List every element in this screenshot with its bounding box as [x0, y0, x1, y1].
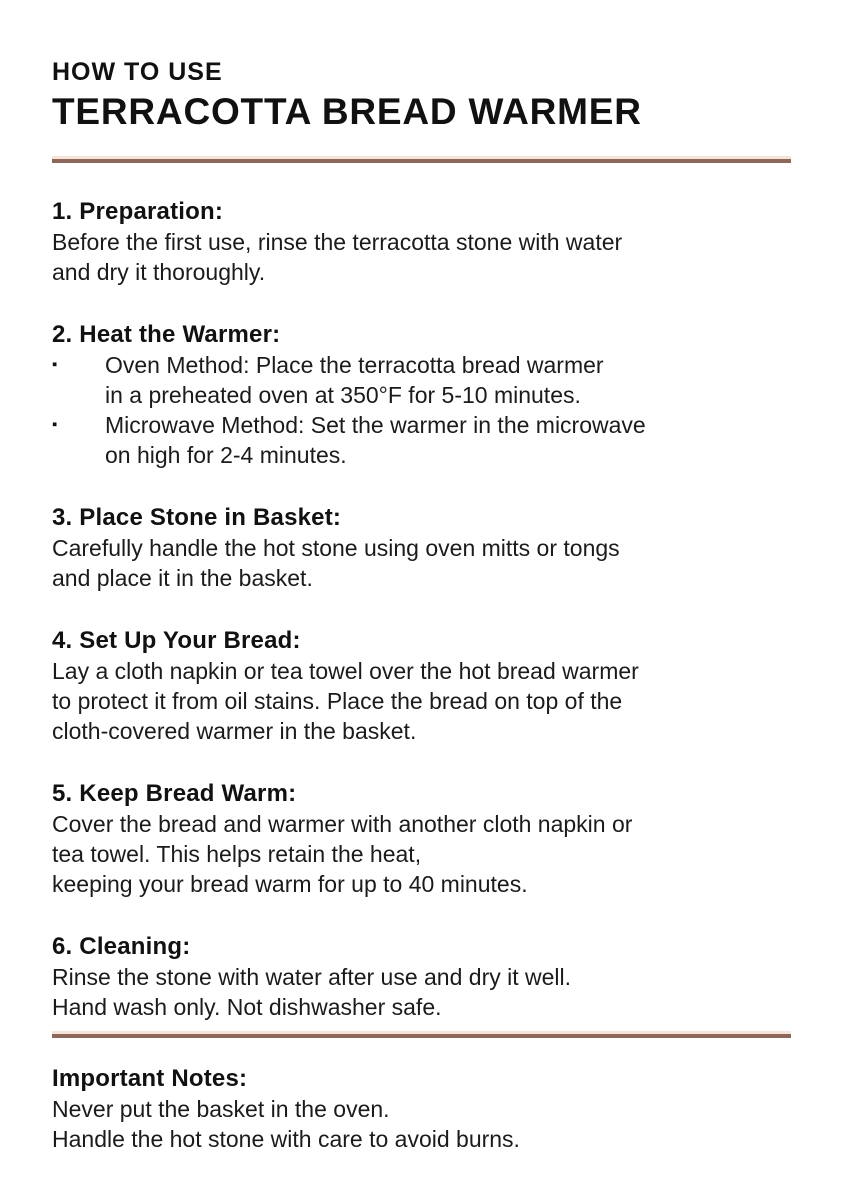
- body-line: cloth-covered warmer in the basket.: [52, 718, 417, 744]
- section-place-stone-in-basket: [52, 503, 791, 593]
- square-bullet-icon: ▪: [52, 356, 58, 373]
- body-line: in a preheated oven at 350°F for 5-10 minutes.: [105, 382, 581, 408]
- section-heading: 4. Set Up Your Bread:: [52, 627, 301, 654]
- section-heading: 5. Keep Bread Warm:: [52, 780, 297, 807]
- body-line: tea towel. This helps retain the heat,: [52, 841, 422, 867]
- section-heading: 6. Cleaning:: [52, 933, 191, 960]
- body-line: keeping your bread warm for up to 40 minutes.: [52, 871, 528, 897]
- divider-bottom: [52, 1034, 791, 1038]
- body-line: Rinse the stone with water after use and dry it well.: [52, 964, 572, 990]
- section-important-notes: [52, 1064, 791, 1154]
- body-line: Cover the bread and warmer with another cloth napkin or: [52, 811, 633, 837]
- body-line: Never put the basket in the oven.: [52, 1096, 390, 1122]
- body-line: and dry it thoroughly.: [52, 259, 266, 285]
- bullet-item-microwave-method: [52, 410, 791, 470]
- body-line: Handle the hot stone with care to avoid burns.: [52, 1126, 520, 1152]
- body-line: Microwave Method: Set the warmer in the microwave: [105, 412, 646, 438]
- section-heading: 3. Place Stone in Basket:: [52, 504, 342, 531]
- section-heat-the-warmer: [52, 320, 791, 470]
- body-line: Lay a cloth napkin or tea towel over the hot bread warmer: [52, 658, 639, 684]
- eyebrow-heading: HOW TO USE: [52, 58, 223, 86]
- bullet-text: [105, 350, 791, 410]
- bullet-item-oven-method: [52, 350, 791, 410]
- section-heading: 2. Heat the Warmer:: [52, 321, 281, 348]
- square-bullet-icon: ▪: [52, 416, 58, 433]
- body-line: on high for 2-4 minutes.: [105, 442, 347, 468]
- body-line: Hand wash only. Not dishwasher safe.: [52, 994, 442, 1020]
- section-cleaning: [52, 932, 791, 1022]
- bullet-text: [105, 410, 791, 470]
- divider-top: [52, 159, 791, 163]
- section-heading: 1. Preparation:: [52, 198, 224, 225]
- instruction-sections: [52, 197, 791, 1022]
- section-keep-bread-warm: [52, 779, 791, 899]
- body-line: Before the first use, rinse the terracotta stone with water: [52, 229, 623, 255]
- body-line: and place it in the basket.: [52, 565, 313, 591]
- notes-heading: Important Notes:: [52, 1065, 248, 1092]
- page-title: TERRACOTTA BREAD WARMER: [52, 91, 642, 132]
- section-set-up-your-bread: [52, 626, 791, 746]
- section-preparation: [52, 197, 791, 287]
- body-line: to protect it from oil stains. Place the bread on top of the: [52, 688, 623, 714]
- body-line: Carefully handle the hot stone using oven mitts or tongs: [52, 535, 620, 561]
- body-line: Oven Method: Place the terracotta bread warmer: [105, 352, 604, 378]
